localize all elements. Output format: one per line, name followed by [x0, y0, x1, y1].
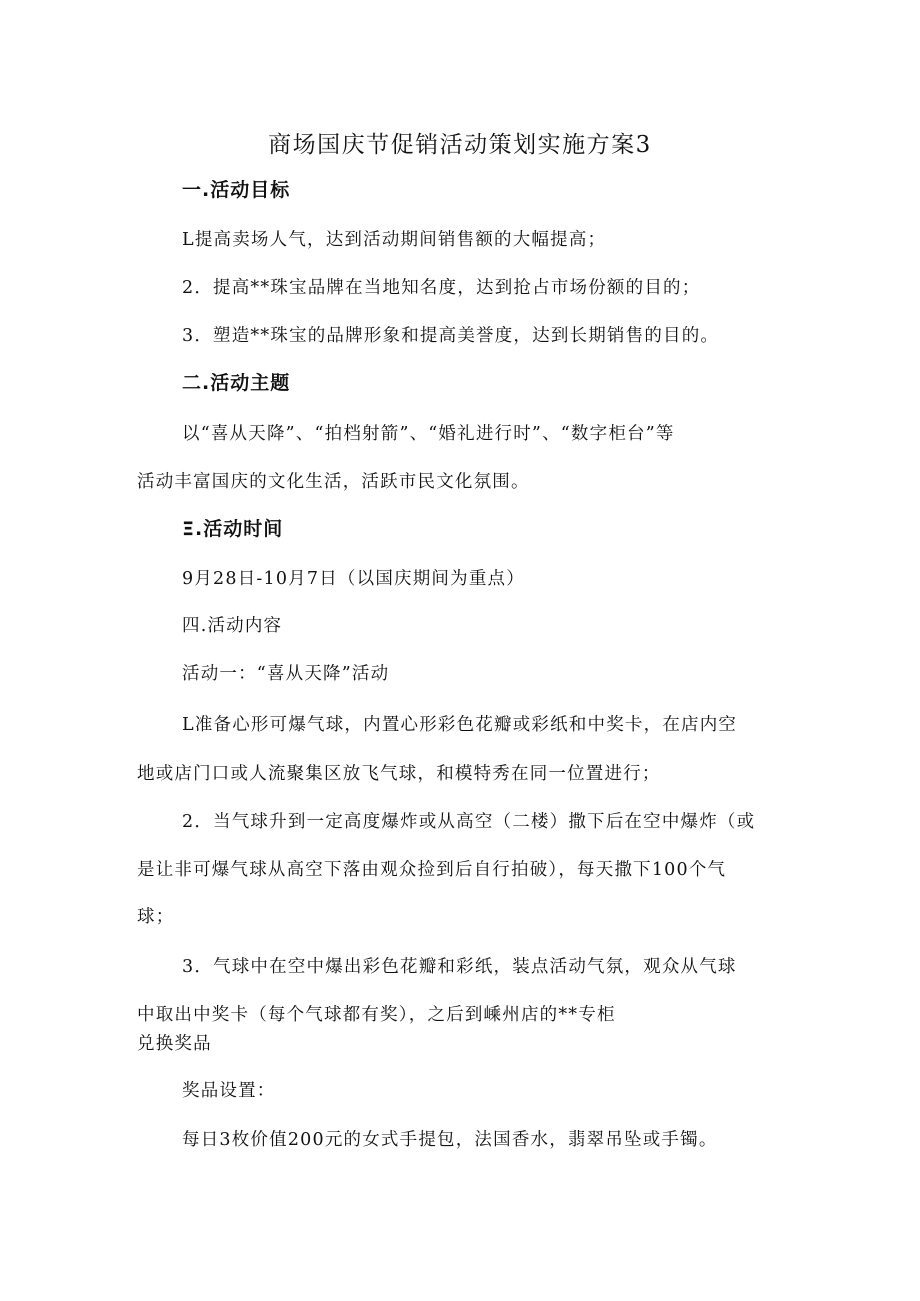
prize-heading: 奖品设置：: [182, 1081, 276, 1101]
activity-line-3: 2．当气球升到一定高度爆炸或从高空（二楼）撒下后在空中爆炸（或: [182, 812, 756, 832]
section-heading-theme: 二.活动主题: [182, 372, 291, 394]
activity-line-4: 是让非可爆气球从高空下落由观众捡到后自行拍破），每天撒下100个气: [137, 860, 727, 880]
activity-line-6: 3．气球中在空中爆出彩色花瓣和彩纸，装点活动气氛，观众从气球: [182, 957, 737, 977]
section-heading-time: Ξ.活动时间: [182, 518, 284, 540]
prize-text: 每日3枚价值200元的女式手提包，法国香水，翡翠吊坠或手镯。: [182, 1130, 718, 1150]
goal-item-3: 3．塑造**珠宝的品牌形象和提高美誉度，达到长期销售的目的。: [182, 326, 720, 346]
activity-line-8: 兑换奖品: [137, 1034, 212, 1054]
activity-line-2: 地或店门口或人流聚集区放飞气球，和模特秀在同一位置进行；: [137, 764, 661, 784]
section-heading-content: 四.活动内容: [182, 616, 283, 636]
activity-line-1: L准备心形可爆气球，内置心形彩色花瓣或彩纸和中奖卡，在店内空: [182, 715, 738, 735]
theme-line-2: 活动丰富国庆的文化生活，活跃市民文化氛围。: [137, 472, 530, 492]
activity-line-7: 中取出中奖卡（每个气球都有奖），之后到嵊州店的**专柜: [137, 1005, 616, 1025]
goal-item-2: 2．提高**珠宝品牌在当地知名度，达到抢占市场份额的目的；: [182, 278, 701, 298]
activity-line-5: 球；: [137, 907, 175, 927]
document-title: 商场国庆节促销活动策划实施方案3: [268, 132, 652, 158]
goal-item-1: L提高卖场人气，达到活动期间销售额的大幅提高；: [182, 230, 607, 250]
section-heading-goals: 一.活动目标: [182, 179, 291, 201]
time-text: 9月28日-10月7日（以国庆期间为重点）: [182, 569, 525, 589]
activity-1-title: 活动一：“喜从天降”活动: [182, 664, 390, 684]
theme-line-1: 以“喜从天降”、“拍档射箭”、“婚礼进行时”、“数字柜台”等: [182, 424, 675, 444]
